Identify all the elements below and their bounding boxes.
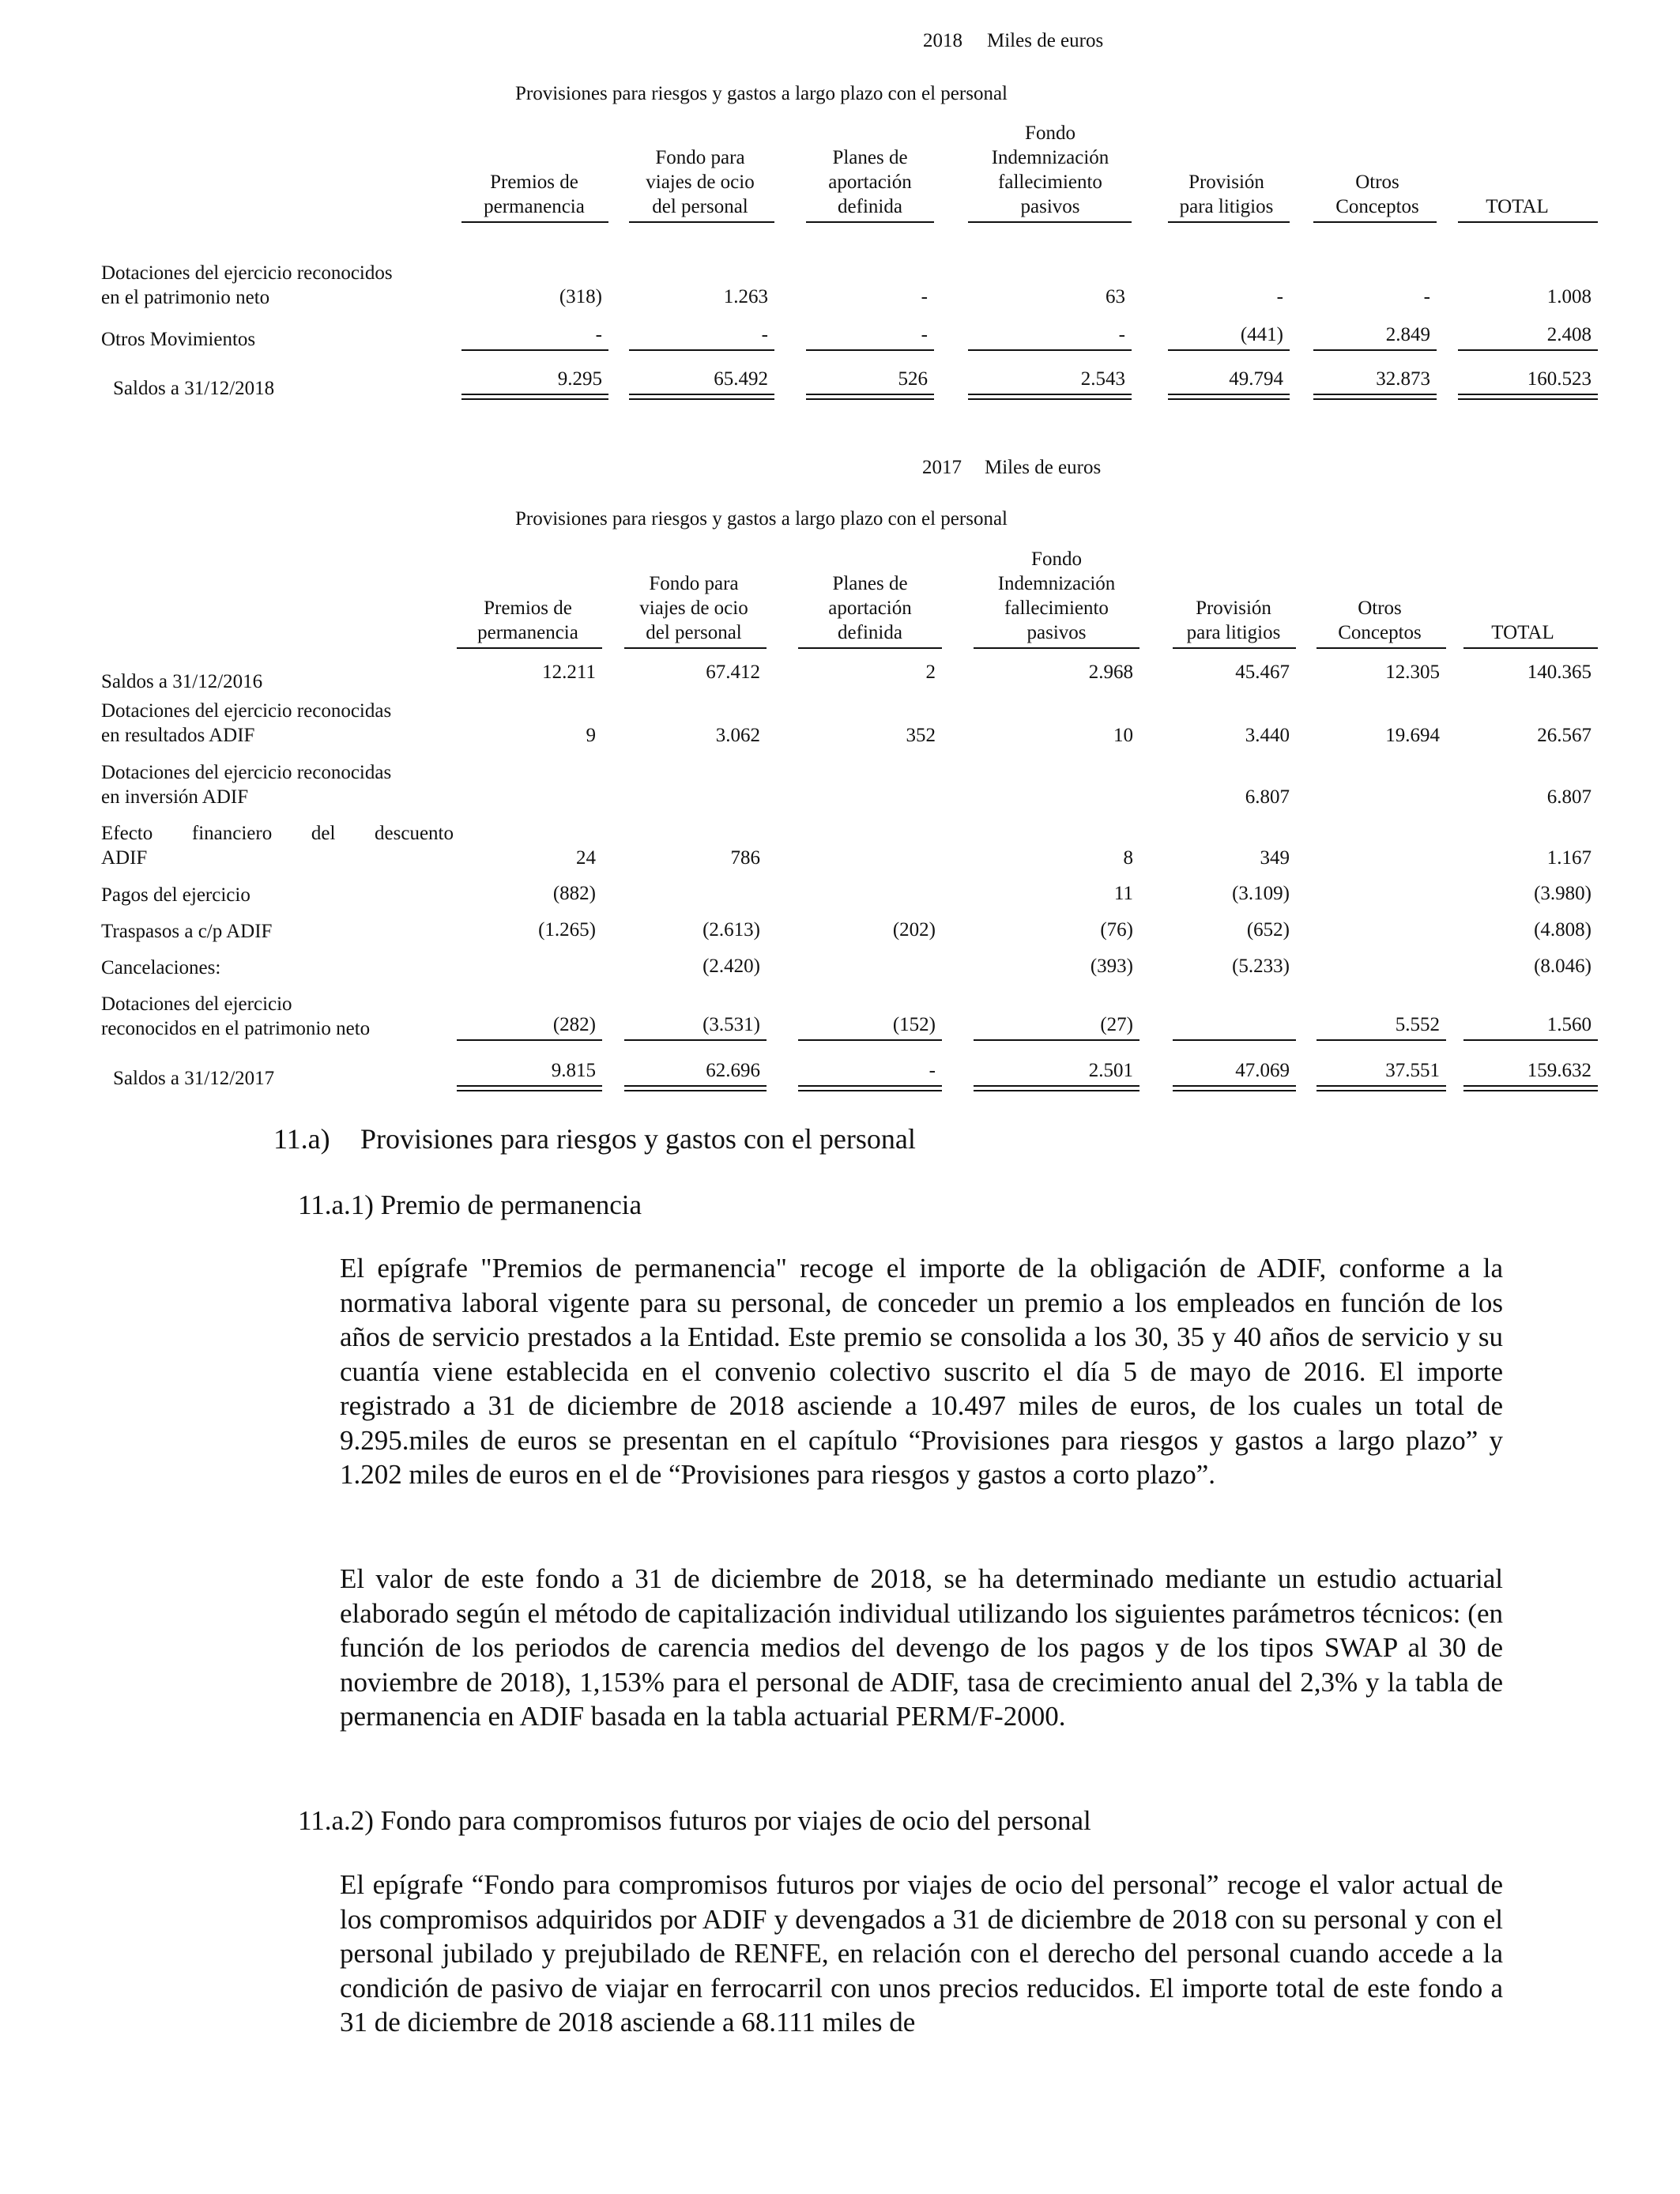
table-cell: 67.412 — [706, 662, 760, 683]
column-header-line: pasivos — [1026, 622, 1087, 643]
table-cell: 2.849 — [1385, 324, 1430, 345]
table-cell: 45.467 — [1235, 662, 1290, 683]
row-label: en el patrimonio neto — [101, 287, 270, 308]
table-cell: 19.694 — [1385, 725, 1440, 746]
table-cell: 49.794 — [1229, 368, 1283, 390]
table-cell: (5.233) — [1232, 956, 1290, 977]
row-label: Pagos del ejercicio — [101, 884, 250, 906]
column-header-line: Fondo — [1025, 123, 1075, 144]
total-double-underline — [1458, 394, 1598, 400]
row-label: Dotaciones del ejercicio reconocidos — [101, 262, 393, 284]
table-cell: 63 — [1106, 286, 1125, 307]
column-header-line: Provisión — [1188, 172, 1264, 193]
subtotal-underline — [806, 349, 934, 351]
column-header-line: fallecimiento — [998, 172, 1102, 193]
column-header — [1399, 194, 1636, 219]
total-double-underline — [1173, 1085, 1296, 1091]
total-double-underline — [974, 1085, 1139, 1091]
table-cell: 1.560 — [1546, 1014, 1591, 1035]
row-label: en resultados ADIF — [101, 725, 255, 746]
subtotal-underline — [624, 1039, 767, 1041]
table-cell: (282) — [552, 1014, 596, 1035]
table-cell: 12.211 — [542, 662, 596, 683]
table-cell: 10 — [1113, 725, 1133, 746]
column-header-line: Otros — [1355, 172, 1399, 193]
table-cell: 1.167 — [1546, 847, 1591, 869]
column-header-line: Provisión — [1196, 598, 1271, 619]
paragraph: El valor de este fondo a 31 de diciembre de 2018, se ha determinado mediante un estudio actuarial elaborado según el método de capitalización individual utilizando los siguientes parámetros técnicos: (en función de los periodos de carencia medios del devengo de los pagos y de los tipos SWAP al 30 de noviembre de 2018), 1,153% para el personal de ADIF, tasa de crecimiento anual del 2,3% y la tabla de permanencia en ADIF basada en la tabla actuarial PERM/F-2000. — [340, 1563, 1503, 1732]
column-header-line: Indemnización — [991, 147, 1109, 168]
table-cell: 2.501 — [1088, 1060, 1133, 1081]
row-label: Saldos a 31/12/2017 — [113, 1068, 275, 1089]
column-header-underline — [629, 221, 774, 223]
table-cell: 1.263 — [723, 286, 768, 307]
row-label: Saldos a 31/12/2018 — [113, 378, 275, 399]
column-header-underline — [1458, 221, 1598, 223]
table-cell: 24 — [576, 847, 596, 869]
column-header-underline — [457, 647, 602, 649]
table-cell: (3.109) — [1232, 883, 1290, 904]
column-header-line: Otros — [1358, 598, 1402, 619]
table-cell: 1.008 — [1546, 286, 1591, 307]
subtotal-underline — [968, 349, 1132, 351]
column-header-line: Premios de — [490, 172, 578, 193]
table-year: 2017 — [922, 457, 962, 478]
total-double-underline — [624, 1085, 767, 1091]
column-header-line: Conceptos — [1338, 622, 1422, 643]
column-header-line: Conceptos — [1335, 196, 1419, 217]
table-cell: (441) — [1240, 324, 1283, 345]
column-header-line: TOTAL — [1491, 622, 1554, 643]
table-cell: 6.807 — [1245, 786, 1290, 808]
subtotal-underline — [1168, 349, 1290, 351]
column-header-underline — [968, 221, 1132, 223]
subtotal-underline — [1458, 349, 1598, 351]
row-label: Cancelaciones: — [101, 957, 221, 978]
column-header-line: para litigios — [1179, 196, 1274, 217]
table-cell: 47.069 — [1235, 1060, 1290, 1081]
column-header — [1404, 620, 1641, 645]
table-cell: 11 — [1113, 883, 1133, 904]
column-header-line: Fondo para — [649, 573, 739, 594]
column-header-underline — [974, 647, 1139, 649]
subtotal-underline — [1317, 1039, 1446, 1041]
section-heading: Provisiones para riesgos y gastos con el personal — [360, 1123, 916, 1155]
total-double-underline — [629, 394, 774, 400]
table-cell: 62.696 — [706, 1060, 760, 1081]
column-header-underline — [806, 221, 934, 223]
column-header-line: para litigios — [1186, 622, 1281, 643]
table-cell: 786 — [730, 847, 760, 869]
table-subtitle: Provisiones para riesgos y gastos a largo plazo con el personal — [515, 508, 1008, 530]
column-header-underline — [1313, 221, 1437, 223]
table-cell: 3.440 — [1245, 725, 1290, 746]
column-header-line: Premios de — [484, 598, 572, 619]
column-header-line: aportación — [828, 598, 912, 619]
table-cell: (1.265) — [538, 919, 596, 941]
row-label: Dotaciones del ejercicio reconocidas — [101, 700, 392, 722]
table-cell: 2.408 — [1546, 324, 1591, 345]
row-label: Efecto financiero del descuento — [101, 823, 454, 844]
total-double-underline — [806, 394, 934, 400]
subtotal-underline — [1313, 349, 1437, 351]
table-cell: - — [929, 1060, 936, 1081]
column-header-underline — [1463, 647, 1598, 649]
subtotal-underline — [1173, 1039, 1296, 1041]
column-header-line: definida — [838, 622, 902, 643]
table-cell: 9 — [586, 725, 596, 746]
table-subtitle: Provisiones para riesgos y gastos a largo plazo con el personal — [515, 83, 1008, 104]
column-header-underline — [1173, 647, 1296, 649]
row-label: Dotaciones del ejercicio reconocidas — [101, 762, 392, 783]
column-header-line: viajes de ocio — [639, 598, 748, 619]
row-label: Dotaciones del ejercicio — [101, 993, 292, 1015]
table-cell: (393) — [1090, 956, 1133, 977]
subtotal-underline — [457, 1039, 602, 1041]
table-cell: 37.551 — [1385, 1060, 1440, 1081]
table-unit: Miles de euros — [985, 457, 1102, 478]
table-cell: 9.815 — [551, 1060, 596, 1081]
total-double-underline — [968, 394, 1132, 400]
column-header-line: definida — [838, 196, 902, 217]
table-cell: (8.046) — [1534, 956, 1591, 977]
column-header-line: aportación — [828, 172, 912, 193]
table-cell: 349 — [1260, 847, 1290, 869]
table-cell: 9.295 — [557, 368, 602, 390]
column-header-line: Fondo — [1031, 548, 1082, 570]
table-cell: (2.420) — [703, 956, 760, 977]
table-cell: 159.632 — [1527, 1060, 1591, 1081]
table-cell: 8 — [1123, 847, 1133, 869]
row-label: en inversión ADIF — [101, 786, 249, 808]
column-header-line: viajes de ocio — [646, 172, 755, 193]
table-cell: (76) — [1100, 919, 1133, 941]
table-cell: 5.552 — [1395, 1014, 1440, 1035]
column-header-line: Planes de — [832, 147, 908, 168]
column-header-line: pasivos — [1020, 196, 1080, 217]
subtotal-underline — [798, 1039, 942, 1041]
column-header-underline — [461, 221, 608, 223]
column-header-line: fallecimiento — [1004, 598, 1109, 619]
table-cell: 26.567 — [1537, 725, 1591, 746]
row-label: ADIF — [101, 847, 148, 869]
subtotal-underline — [1463, 1039, 1598, 1041]
table-cell: (152) — [892, 1014, 936, 1035]
table-cell: - — [921, 324, 928, 345]
column-header-line: permanencia — [484, 196, 585, 217]
table-cell: 352 — [906, 725, 936, 746]
total-double-underline — [457, 1085, 602, 1091]
row-label: Traspasos a c/p ADIF — [101, 921, 273, 942]
table-cell: (3.531) — [703, 1014, 760, 1035]
table-cell: - — [595, 324, 602, 345]
table-cell: (652) — [1246, 919, 1290, 941]
column-header-line: Fondo para — [655, 147, 745, 168]
table-cell: (2.613) — [703, 919, 760, 941]
subsection-heading: 11.a.2) Fondo para compromisos futuros por viajes de ocio del personal — [298, 1805, 1091, 1836]
column-header-line: del personal — [646, 622, 742, 643]
table-cell: 12.305 — [1385, 662, 1440, 683]
table-cell: (318) — [559, 286, 602, 307]
table-unit: Miles de euros — [987, 30, 1104, 51]
table-cell: 2.543 — [1080, 368, 1125, 390]
table-cell: - — [1276, 286, 1283, 307]
section-heading-number: 11.a) — [273, 1123, 330, 1155]
column-header-line: del personal — [652, 196, 748, 217]
table-cell: (202) — [892, 919, 936, 941]
subtotal-underline — [461, 349, 608, 351]
table-cell: 32.873 — [1376, 368, 1430, 390]
table-year: 2018 — [923, 30, 962, 51]
table-cell: - — [1423, 286, 1430, 307]
column-header-line: Planes de — [832, 573, 908, 594]
subtotal-underline — [974, 1039, 1139, 1041]
column-header-underline — [1168, 221, 1290, 223]
table-cell: - — [921, 286, 928, 307]
table-cell: 65.492 — [714, 368, 768, 390]
total-double-underline — [1317, 1085, 1446, 1091]
table-cell: 2 — [925, 662, 936, 683]
total-double-underline — [461, 394, 608, 400]
total-double-underline — [1313, 394, 1437, 400]
subtotal-underline — [629, 349, 774, 351]
total-double-underline — [1168, 394, 1290, 400]
table-cell: 3.062 — [715, 725, 760, 746]
table-cell: 6.807 — [1546, 786, 1591, 808]
row-label: reconocidos en el patrimonio neto — [101, 1018, 371, 1039]
table-cell: - — [1118, 324, 1125, 345]
paragraph: El epígrafe "Premios de permanencia" recoge el importe de la obligación de ADIF, conforme a la normativa laboral vigente para su personal, de conceder un premio a los empleados en función de los años de servicio prestados a la Entidad. Este premio se consolida a los 30, 35 y 40 años de servicio y su cuantía viene establecida en el convenio colectivo suscrito el día 5 de mayo de 2016. El importe registrado a 31 de diciembre de 2018 asciende a 10.497 miles de euros, de los cuales un total de 9.295.miles de euros se presentan en el capítulo “Provisiones para riesgos y gastos a largo plazo” y 1.202 miles de euros en el de “Provisiones para riesgos y gastos a corto plazo”. — [340, 1253, 1503, 1490]
column-header-underline — [1317, 647, 1446, 649]
column-header-line: Indemnización — [997, 573, 1116, 594]
table-cell: 140.365 — [1527, 662, 1591, 683]
paragraph: El epígrafe “Fondo para compromisos futuros por viajes de ocio del personal” recoge el valor actual de los compromisos adquiridos por ADIF y devengados a 31 de diciembre de 2018 con su personal y con el personal jubilado y prejubilado de RENFE, en relación con el derecho del personal cuando accede a la condición de pasivo de viajar en ferrocarril con unos precios reducidos. El importe total de este fondo a 31 de diciembre de 2018 asciende a 68.111 miles de — [340, 1869, 1503, 2038]
subsection-heading: 11.a.1) Premio de permanencia — [298, 1189, 642, 1220]
column-header-line: TOTAL — [1486, 196, 1549, 217]
total-double-underline — [798, 1085, 942, 1091]
table-cell: (4.808) — [1534, 919, 1591, 941]
row-label: Otros Movimientos — [101, 329, 256, 350]
total-double-underline — [1463, 1085, 1598, 1091]
column-header-underline — [624, 647, 767, 649]
table-cell: (3.980) — [1534, 883, 1591, 904]
table-cell: 2.968 — [1088, 662, 1133, 683]
column-header-underline — [798, 647, 942, 649]
column-header-line: permanencia — [477, 622, 578, 643]
table-cell: - — [761, 324, 768, 345]
row-label: Saldos a 31/12/2016 — [101, 671, 263, 692]
table-cell: 160.523 — [1527, 368, 1591, 390]
table-cell: (882) — [552, 883, 596, 904]
table-cell: 526 — [898, 368, 928, 390]
table-cell: (27) — [1100, 1014, 1133, 1035]
